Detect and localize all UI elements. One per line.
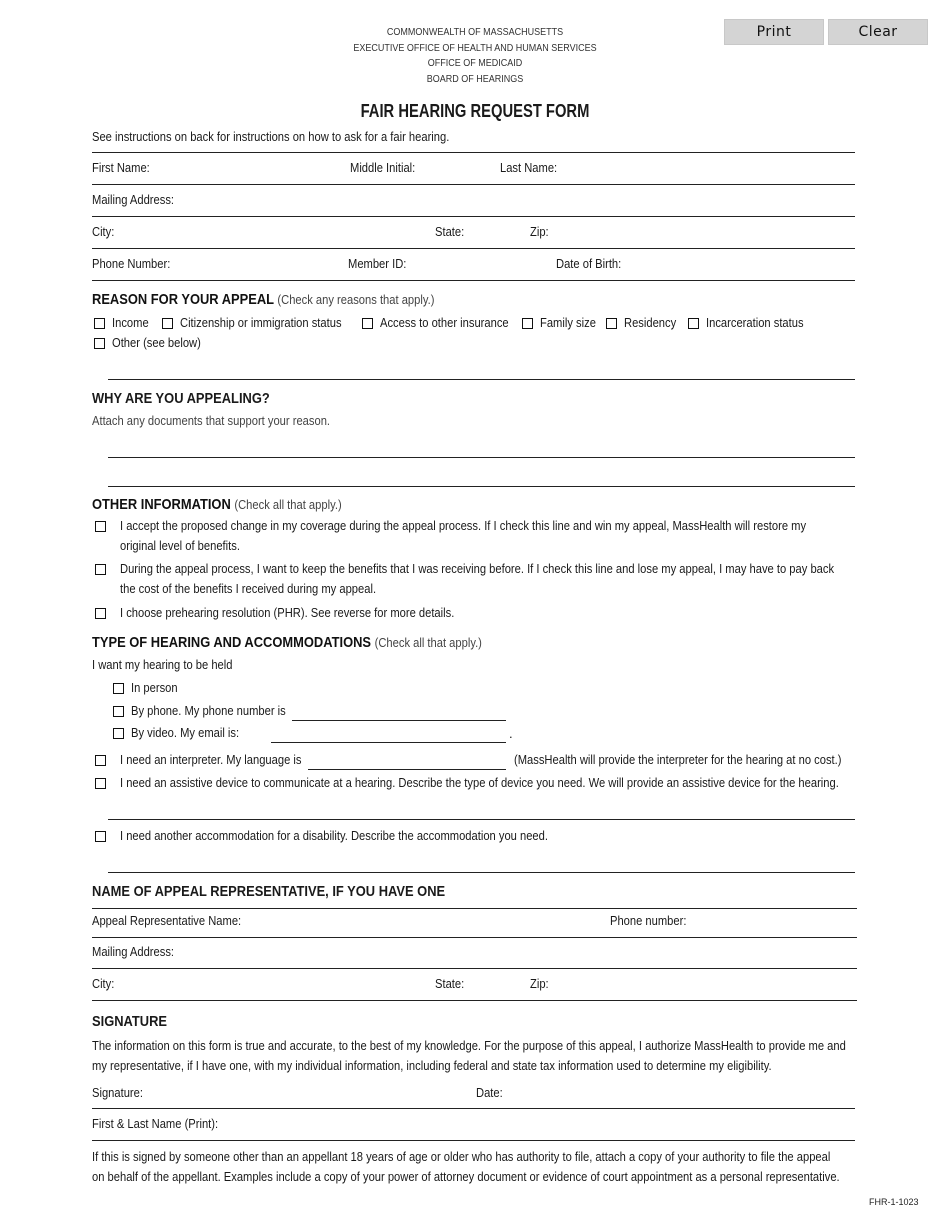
phr-text: I choose prehearing resolution (PHR). See reverse for more details. [120, 605, 455, 620]
hearing-heading [92, 634, 482, 651]
form-code: FHR-1-1023 [869, 1197, 919, 1207]
reason-note: (Check any reasons that apply.) [277, 292, 435, 307]
state-field[interactable] [470, 222, 525, 240]
reason-citizenship-checkbox[interactable] [162, 318, 173, 329]
why-line-1 [108, 457, 855, 458]
agency-line-4: BOARD OF HEARINGS [426, 74, 524, 85]
why-heading: WHY ARE YOU APPEALING? [92, 390, 270, 407]
divider [92, 152, 855, 153]
other-accommodation-label: I need another accommodation for a disability. Describe the accommodation you need. [120, 828, 548, 843]
other-info-note: (Check all that apply.) [234, 497, 342, 512]
city-label: City: [92, 224, 115, 239]
reason-other-label: Other (see below) [112, 335, 201, 350]
rep-state-field[interactable] [470, 974, 525, 992]
middle-initial-label: Middle Initial: [350, 160, 416, 175]
hearing-note: (Check all that apply.) [374, 635, 482, 650]
reason-heading-text: REASON FOR YOUR APPEAL [92, 291, 274, 308]
rep-city-field[interactable] [122, 974, 427, 992]
agency-line-2: EXECUTIVE OFFICE OF HEALTH AND HUMAN SERVICES [353, 43, 597, 54]
reason-residency-label: Residency [624, 315, 677, 330]
divider [92, 216, 855, 217]
reason-income-label: Income [112, 315, 149, 330]
print-name-field[interactable] [232, 1114, 853, 1132]
hearing-phone-field[interactable] [292, 702, 506, 720]
why-note: Attach any documents that support your reason. [92, 413, 331, 428]
date-label: Date: [476, 1085, 503, 1100]
hearing-heading-text: TYPE OF HEARING AND ACCOMMODATIONS [92, 634, 372, 651]
assistive-device-line [108, 819, 855, 820]
assistive-device-checkbox[interactable] [95, 778, 106, 789]
phr-checkbox[interactable] [95, 608, 106, 619]
signature-label: Signature: [92, 1085, 143, 1100]
signature-heading: SIGNATURE [92, 1013, 168, 1030]
rep-phone-label: Phone number: [610, 913, 687, 928]
interpreter-language-field[interactable] [308, 751, 506, 769]
city-field[interactable] [122, 222, 427, 240]
why-line-2 [108, 486, 855, 487]
phone-label: Phone Number: [92, 256, 171, 271]
rep-zip-field[interactable] [555, 974, 853, 992]
last-name-field[interactable] [563, 158, 853, 176]
form-title: FAIR HEARING REQUEST FORM [360, 101, 590, 121]
other-accommodation-checkbox[interactable] [95, 831, 106, 842]
representative-heading: NAME OF APPEAL REPRESENTATIVE, IF YOU HAVE ONE [92, 883, 446, 900]
interpreter-note: (MassHealth will provide the interpreter for the hearing at no cost.) [514, 752, 842, 767]
other-accommodation-line [108, 872, 855, 873]
reason-incarceration-label: Incarceration status [706, 315, 804, 330]
signature-text-1: The information on this form is true and accurate, to the best of my knowledge. For the purpose of this appeal, I authorize MassHealth to provide me and [92, 1038, 846, 1053]
last-name-label: Last Name: [500, 160, 558, 175]
member-id-field[interactable] [412, 254, 550, 272]
reason-family-size-checkbox[interactable] [522, 318, 533, 329]
reason-other-line [108, 379, 855, 380]
keep-benefits-text-1: During the appeal process, I want to keep the benefits that I was receiving before. If I check this line and lose my appeal, I may have to pay back [120, 561, 835, 576]
divider [92, 1108, 855, 1109]
mailing-address-label: Mailing Address: [92, 192, 175, 207]
middle-initial-field[interactable] [425, 158, 495, 176]
by-phone-checkbox[interactable] [113, 706, 124, 717]
hearing-phone-line [292, 720, 506, 721]
signature-field[interactable] [152, 1083, 467, 1101]
authority-text-1: If this is signed by someone other than an appellant 18 years of age or older who has authority to file, attach a copy of your authority to file the appeal [92, 1149, 831, 1164]
by-video-checkbox[interactable] [113, 728, 124, 739]
rep-name-field[interactable] [250, 911, 600, 929]
in-person-label: In person [131, 680, 178, 695]
reason-family-size-label: Family size [540, 315, 596, 330]
other-info-heading [92, 496, 342, 513]
video-period: . [509, 726, 513, 741]
by-phone-label: By phone. My phone number is [131, 703, 286, 718]
authority-text-2: on behalf of the appellant. Examples include a copy of your power of attorney document or evidence of court appointment as a personal representative. [92, 1169, 840, 1184]
agency-line-1: COMMONWEALTH OF MASSACHUSETTS [386, 27, 564, 38]
reason-citizenship-label: Citizenship or immigration status [180, 315, 342, 330]
keep-benefits-checkbox[interactable] [95, 564, 106, 575]
state-label: State: [435, 224, 465, 239]
rep-phone-field[interactable] [692, 911, 854, 929]
reason-incarceration-checkbox[interactable] [688, 318, 699, 329]
divider [92, 248, 855, 249]
hearing-email-field[interactable] [271, 724, 506, 742]
interpreter-language-line [308, 769, 506, 770]
zip-field[interactable] [555, 222, 853, 240]
print-name-label: First & Last Name (Print): [92, 1116, 219, 1131]
in-person-checkbox[interactable] [113, 683, 124, 694]
reason-heading [92, 291, 434, 308]
interpreter-label: I need an interpreter. My language is [120, 752, 302, 767]
zip-label: Zip: [530, 224, 549, 239]
other-accommodation-field[interactable] [108, 853, 853, 871]
divider [92, 1140, 855, 1141]
rep-address-label: Mailing Address: [92, 944, 175, 959]
divider [92, 280, 855, 281]
rep-zip-label: Zip: [530, 976, 549, 991]
divider [92, 184, 855, 185]
interpreter-checkbox[interactable] [95, 755, 106, 766]
phone-field[interactable] [180, 254, 340, 272]
rep-address-field[interactable] [182, 942, 854, 960]
dob-field[interactable] [630, 254, 853, 272]
print-button[interactable]: Print [724, 19, 824, 45]
by-video-label: By video. My email is: [131, 725, 240, 740]
first-name-label: First Name: [92, 160, 150, 175]
accept-change-text-1: I accept the proposed change in my coverage during the appeal process. If I check this line and win my appeal, MassHealth will restore my [120, 518, 807, 533]
date-field[interactable] [508, 1083, 853, 1101]
accept-change-text-2: original level of benefits. [120, 538, 240, 553]
rep-name-label: Appeal Representative Name: [92, 913, 242, 928]
divider [92, 937, 857, 938]
why-line-2-field[interactable] [108, 467, 853, 485]
rep-state-label: State: [435, 976, 465, 991]
divider [92, 1000, 857, 1001]
mailing-address-field[interactable] [182, 190, 852, 208]
why-line-1-field[interactable] [108, 438, 853, 456]
agency-line-3: OFFICE OF MEDICAID [427, 58, 523, 69]
member-id-label: Member ID: [348, 256, 407, 271]
hearing-email-line [271, 742, 506, 743]
reason-other-field[interactable] [108, 360, 853, 378]
assistive-device-field[interactable] [108, 800, 853, 818]
rep-city-label: City: [92, 976, 115, 991]
clear-button[interactable]: Clear [828, 19, 928, 45]
first-name-field[interactable] [160, 158, 340, 176]
reason-insurance-label: Access to other insurance [380, 315, 509, 330]
divider [92, 908, 857, 909]
dob-label: Date of Birth: [556, 256, 622, 271]
accept-change-checkbox[interactable] [95, 521, 106, 532]
reason-residency-checkbox[interactable] [606, 318, 617, 329]
reason-insurance-checkbox[interactable] [362, 318, 373, 329]
reason-other-checkbox[interactable] [94, 338, 105, 349]
keep-benefits-text-2: the cost of the benefits I received during my appeal. [120, 581, 377, 596]
reason-income-checkbox[interactable] [94, 318, 105, 329]
hearing-intro: I want my hearing to be held [92, 657, 233, 672]
other-info-heading-text: OTHER INFORMATION [92, 496, 231, 513]
assistive-device-label: I need an assistive device to communicate at a hearing. Describe the type of device you need. We will provide an assistive device for the hearing. [120, 775, 839, 790]
signature-text-2: my representative, if I have one, with my individual information, including federal and state tax information used to determine my eligibility. [92, 1058, 772, 1073]
divider [92, 968, 857, 969]
instructions-text: See instructions on back for instructions on how to ask for a fair hearing. [92, 129, 450, 144]
